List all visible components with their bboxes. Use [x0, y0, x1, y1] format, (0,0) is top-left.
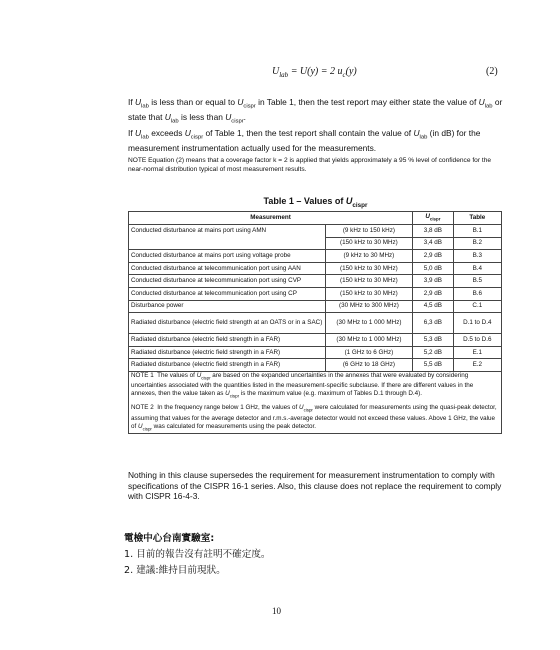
cell-frequency: (30 MHz to 1 000 MHz) [325, 334, 412, 347]
table-notes [129, 371, 502, 433]
cell-table-ref: B.5 [453, 275, 501, 288]
paragraph-cispr-16: Nothing in this clause supersedes the requirement for measurement instrumentation to comply with specifications of the CISPR 16-1 series. Also, this clause does not replace the requirement to comply with CISPR 16-4-3. [128, 470, 502, 501]
cell-ucispr: 3,4 dB [413, 237, 454, 250]
cell-measurement: Conducted disturbance at telecommunication port using CVP [129, 275, 326, 288]
table-row [129, 334, 502, 347]
table-row [129, 313, 502, 334]
cell-measurement: Conducted disturbance at telecommunication port using CP [129, 287, 326, 300]
cell-ucispr: 4,5 dB [413, 300, 454, 313]
cell-ucispr: 5,2 dB [413, 346, 454, 359]
table-row [129, 287, 502, 300]
paragraph-ulab-less: If $U_{lab}$ is less than or equal to $U_{cispr}$ in Table 1, then the test report may either state the value of $U_{lab}$ or state that $U_{lab}$ is less than $U_{cispr}$. [128, 97, 503, 125]
table-row [129, 225, 502, 238]
cell-measurement: Conducted disturbance at mains port using voltage probe [129, 250, 326, 263]
cell-ucispr: 6,3 dB [413, 313, 454, 334]
table-row [129, 359, 502, 372]
page-number: 10 [272, 606, 281, 616]
lab-heading: 電檢中心台南實驗室: [124, 533, 215, 544]
cell-ucispr: 5,3 dB [413, 334, 454, 347]
cell-table-ref: B.2 [453, 237, 501, 250]
header-table: Table [453, 212, 501, 225]
values-table [128, 211, 502, 434]
cell-frequency: (9 kHz to 30 MHz) [325, 250, 412, 263]
table-row [129, 346, 502, 359]
cell-table-ref: D.5 to D.6 [453, 334, 501, 347]
equation-2: $U_{lab} = U(y) = 2$ $u_c(y)$ [272, 66, 357, 79]
table-notes-row [129, 371, 502, 433]
equation-number: (2) [486, 66, 498, 77]
paragraph-ulab-exceeds: If $U_{lab}$ exceeds $U_{cispr}$ of Table 1, then the test report shall contain the value of $U_{lab}$ (in dB) for the measurement instrumentation actually used for the measurements. [128, 128, 481, 154]
cell-table-ref: B.3 [453, 250, 501, 263]
header-measurement: Measurement [129, 212, 413, 225]
table-note-1: NOTE 1 The values of $U_{cispr}$ are based on the expanded uncertainties in the annexes that were evaluated by considering uncertainties associated with the quantities listed in the measurement-specific subclause. If there are different values in the annexes, then the value taken as $U_{cispr}$ is the maximum value (e.g. maximum of Tables D.1 through D.4). [131, 371, 474, 399]
cell-measurement: Disturbance power [129, 300, 326, 313]
cell-table-ref: E.1 [453, 346, 501, 359]
cell-frequency: (150 kHz to 30 MHz) [325, 237, 412, 250]
table-title: Table 1 – Values of $U_{cispr}$ [263, 196, 368, 209]
cell-ucispr: 3,9 dB [413, 275, 454, 288]
table-row [129, 300, 502, 313]
cell-frequency: (150 kHz to 30 MHz) [325, 262, 412, 275]
cell-frequency: (30 MHz to 1 000 MHz) [325, 313, 412, 334]
cell-measurement: Conducted disturbance at telecommunication port using AAN [129, 262, 326, 275]
cell-ucispr: 5,0 dB [413, 262, 454, 275]
cell-table-ref: B.4 [453, 262, 501, 275]
lab-comment-2: 2. 建議:維持目前現狀。 [124, 565, 226, 576]
table-row [129, 237, 502, 250]
table-row [129, 262, 502, 275]
cell-table-ref: E.2 [453, 359, 501, 372]
cell-measurement: Radiated disturbance (electric field strength in a FAR) [129, 334, 326, 347]
cell-ucispr: 5,5 dB [413, 359, 454, 372]
lab-comment-1: 1. 目前的報告沒有註明不確定度。 [124, 549, 271, 560]
note-equation: NOTE Equation (2) means that a coverage factor k = 2 is applied that yields approximately a 95 % level of confidence for the near-normal distribution typical of most measurement results. [128, 157, 492, 173]
cell-frequency: (6 GHz to 18 GHz) [325, 359, 412, 372]
cell-measurement [129, 237, 326, 250]
cell-measurement: Radiated disturbance (electric field strength at an OATS or in a SAC) [129, 313, 326, 334]
cell-table-ref: D.1 to D.4 [453, 313, 501, 334]
cell-ucispr: 2,9 dB [413, 250, 454, 263]
cell-frequency: (150 kHz to 30 MHz) [325, 275, 412, 288]
cell-frequency: (150 kHz to 30 MHz) [325, 287, 412, 300]
cell-frequency: (9 kHz to 150 kHz) [325, 225, 412, 238]
header-ucispr: $U_{cispr}$ [413, 212, 454, 225]
cell-measurement: Radiated disturbance (electric field strength in a FAR) [129, 359, 326, 372]
cell-frequency: (1 GHz to 6 GHz) [325, 346, 412, 359]
table-row [129, 275, 502, 288]
cell-table-ref: B.6 [453, 287, 501, 300]
cell-frequency: (30 MHz to 300 MHz) [325, 300, 412, 313]
table-row [129, 250, 502, 263]
cell-ucispr: 2,9 dB [413, 287, 454, 300]
cell-measurement: Radiated disturbance (electric field strength in a FAR) [129, 346, 326, 359]
cell-table-ref: B.1 [453, 225, 501, 238]
cell-measurement: Conducted disturbance at mains port using AMN [129, 225, 326, 238]
table-note-2: NOTE 2 In the frequency range below 1 GHz, the values of $U_{cispr}$ were calculated for measurements using the quasi-peak detector, assuming that values for the average detector and r.m.s.-average detector would not exceed these values. Above 1 GHz, the value of $U_{cispr}$ was calculated for measurements using the peak detector. [131, 404, 497, 431]
cell-ucispr: 3,8 dB [413, 225, 454, 238]
cell-table-ref: C.1 [453, 300, 501, 313]
